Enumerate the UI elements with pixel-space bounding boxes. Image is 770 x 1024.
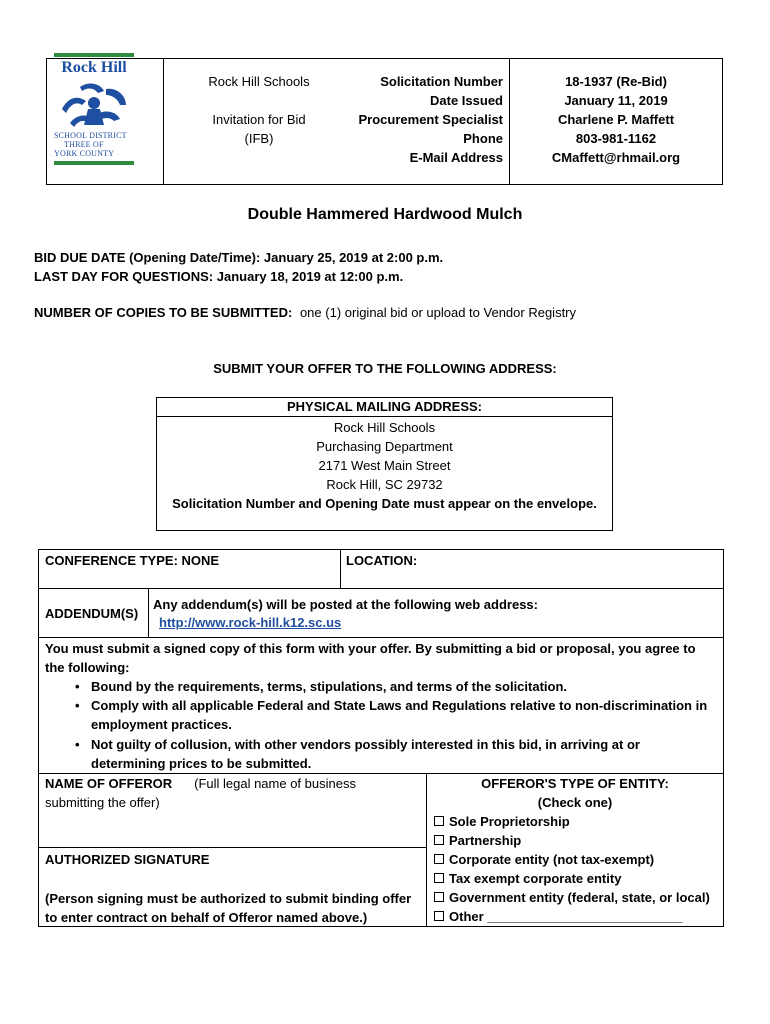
bullet-item bbox=[75, 696, 721, 734]
checkbox-icon[interactable] bbox=[434, 892, 444, 902]
logo-sub-line: THREE OF bbox=[64, 140, 104, 149]
entity-options bbox=[434, 812, 724, 926]
hands-icon bbox=[60, 79, 130, 131]
mailing-line: Rock Hill, SC 29732 bbox=[326, 477, 443, 492]
table-border bbox=[38, 549, 39, 927]
header-labels bbox=[347, 72, 503, 167]
procurement-specialist: Charlene P. Maffett bbox=[557, 112, 675, 127]
bullet-icon: • bbox=[75, 698, 80, 713]
bullet-icon: • bbox=[75, 679, 80, 694]
submit-heading: SUBMIT YOUR OFFER TO THE FOLLOWING ADDRESS: bbox=[213, 361, 557, 376]
due-dates bbox=[34, 248, 443, 286]
checkbox-icon[interactable] bbox=[434, 911, 444, 921]
email-address: CMaffett@rhmail.org bbox=[551, 150, 681, 165]
district-logo bbox=[52, 53, 134, 165]
solicitation-number: 18-1937 (Re-Bid) bbox=[565, 74, 667, 89]
submission-terms bbox=[45, 639, 720, 677]
mailing-line: Rock Hill Schools bbox=[333, 420, 436, 435]
mailing-address-box bbox=[156, 397, 613, 531]
copies-label: NUMBER OF COPIES TO BE SUBMITTED: bbox=[34, 305, 293, 320]
label-procurement-specialist: Procurement Specialist bbox=[358, 112, 503, 127]
bullet-text: Not guilty of collusion, with other vendors possibly interested in this bid, in arriving at or bbox=[91, 737, 640, 752]
logo-bottom-bar bbox=[54, 161, 134, 165]
header-values bbox=[509, 72, 723, 167]
entity-sub: (Check one) bbox=[537, 795, 613, 810]
addendum-text: Any addendum(s) will be posted at the following web address: bbox=[153, 597, 538, 612]
bullet-icon: • bbox=[75, 737, 80, 752]
entity-option[interactable]: Other ___________________________ bbox=[434, 907, 724, 926]
signature-note-line: to enter contract on behalf of Offeror named above.) bbox=[45, 910, 368, 925]
table-border bbox=[148, 588, 149, 638]
location-label: LOCATION: bbox=[346, 553, 418, 568]
copies-line bbox=[34, 305, 576, 320]
mailing-line: 2171 West Main Street bbox=[318, 458, 451, 473]
entity-option[interactable]: Sole Proprietorship bbox=[434, 812, 724, 831]
mailing-heading: PHYSICAL MAILING ADDRESS: bbox=[286, 399, 482, 414]
entity-option[interactable]: Tax exempt corporate entity bbox=[434, 869, 724, 888]
signature-label[interactable]: AUTHORIZED SIGNATURE bbox=[45, 852, 210, 867]
table-border bbox=[340, 549, 341, 589]
addendum-link[interactable]: http://www.rock-hill.k12.sc.us bbox=[159, 615, 342, 630]
logo-subtitle bbox=[54, 131, 134, 158]
doc-type-abbr: (IFB) bbox=[244, 131, 274, 146]
header-org-block bbox=[163, 72, 355, 148]
label-date-issued: Date Issued bbox=[430, 93, 503, 108]
bullet-text: Comply with all applicable Federal and State Laws and Regulations relative to non-discrimination in bbox=[91, 698, 708, 713]
copies-value: one (1) original bid or upload to Vendor Registry bbox=[299, 305, 577, 320]
entity-option[interactable]: Partnership bbox=[434, 831, 724, 850]
terms-line: You must submit a signed copy of this form with your offer. By submitting a bid or proposal, you agree to bbox=[45, 641, 696, 656]
header-table bbox=[46, 58, 723, 185]
logo-sub-line: YORK COUNTY bbox=[54, 149, 115, 158]
offeror-hint: submitting the offer) bbox=[45, 795, 160, 810]
entity-option[interactable]: Government entity (federal, state, or local) bbox=[434, 888, 724, 907]
entity-heading: OFFEROR'S TYPE OF ENTITY: bbox=[481, 776, 669, 791]
logo-name: Rock Hill bbox=[61, 59, 127, 76]
mailing-divider bbox=[157, 416, 612, 417]
entity-heading-block bbox=[427, 774, 723, 812]
table-border bbox=[38, 637, 724, 638]
date-issued: January 11, 2019 bbox=[564, 93, 668, 108]
bullet-item bbox=[75, 735, 721, 773]
last-day-for-questions: LAST DAY FOR QUESTIONS: January 18, 2019 at 12:00 p.m. bbox=[34, 269, 404, 284]
label-phone: Phone bbox=[463, 131, 503, 146]
document-title: Double Hammered Hardwood Mulch bbox=[247, 206, 523, 223]
bullet-text: determining prices to be submitted. bbox=[91, 756, 312, 771]
envelope-note: Solicitation Number and Opening Date must appear on the envelope. bbox=[172, 496, 597, 511]
signature-note-line: (Person signing must be authorized to submit binding offer bbox=[45, 891, 412, 906]
conference-type: CONFERENCE TYPE: NONE bbox=[45, 553, 220, 568]
offeror-label: NAME OF OFFEROR bbox=[45, 776, 173, 791]
table-border bbox=[38, 847, 427, 848]
checkbox-icon[interactable] bbox=[434, 854, 444, 864]
addendum-label: ADDENDUM(S) bbox=[45, 606, 139, 621]
checkbox-icon[interactable] bbox=[434, 873, 444, 883]
offer-table bbox=[38, 549, 724, 927]
bullet-item bbox=[75, 677, 721, 696]
bullet-text: employment practices. bbox=[91, 717, 232, 732]
signature-note bbox=[45, 889, 425, 927]
terms-line: the following: bbox=[45, 660, 130, 675]
logo-sub-line: SCHOOL DISTRICT bbox=[54, 131, 127, 140]
table-border bbox=[38, 588, 724, 589]
checkbox-icon[interactable] bbox=[434, 816, 444, 826]
doc-type: Invitation for Bid bbox=[212, 112, 306, 127]
label-solicitation-number: Solicitation Number bbox=[380, 74, 503, 89]
offeror-name-cell[interactable] bbox=[45, 774, 420, 812]
label-email: E-Mail Address bbox=[409, 150, 503, 165]
phone-number: 803-981-1162 bbox=[575, 131, 657, 146]
table-border bbox=[38, 549, 724, 550]
mailing-lines bbox=[157, 418, 612, 513]
org-name: Rock Hill Schools bbox=[208, 74, 310, 89]
checkbox-icon[interactable] bbox=[434, 835, 444, 845]
bid-due-date: BID DUE DATE (Opening Date/Time): January 25, 2019 at 2:00 p.m. bbox=[34, 250, 444, 265]
mailing-line: Purchasing Department bbox=[316, 439, 453, 454]
offeror-hint: (Full legal name of business bbox=[194, 776, 356, 791]
bullet-text: Bound by the requirements, terms, stipulations, and terms of the solicitation. bbox=[91, 679, 568, 694]
entity-option[interactable]: Corporate entity (not tax-exempt) bbox=[434, 850, 724, 869]
logo-top-bar bbox=[54, 53, 134, 57]
